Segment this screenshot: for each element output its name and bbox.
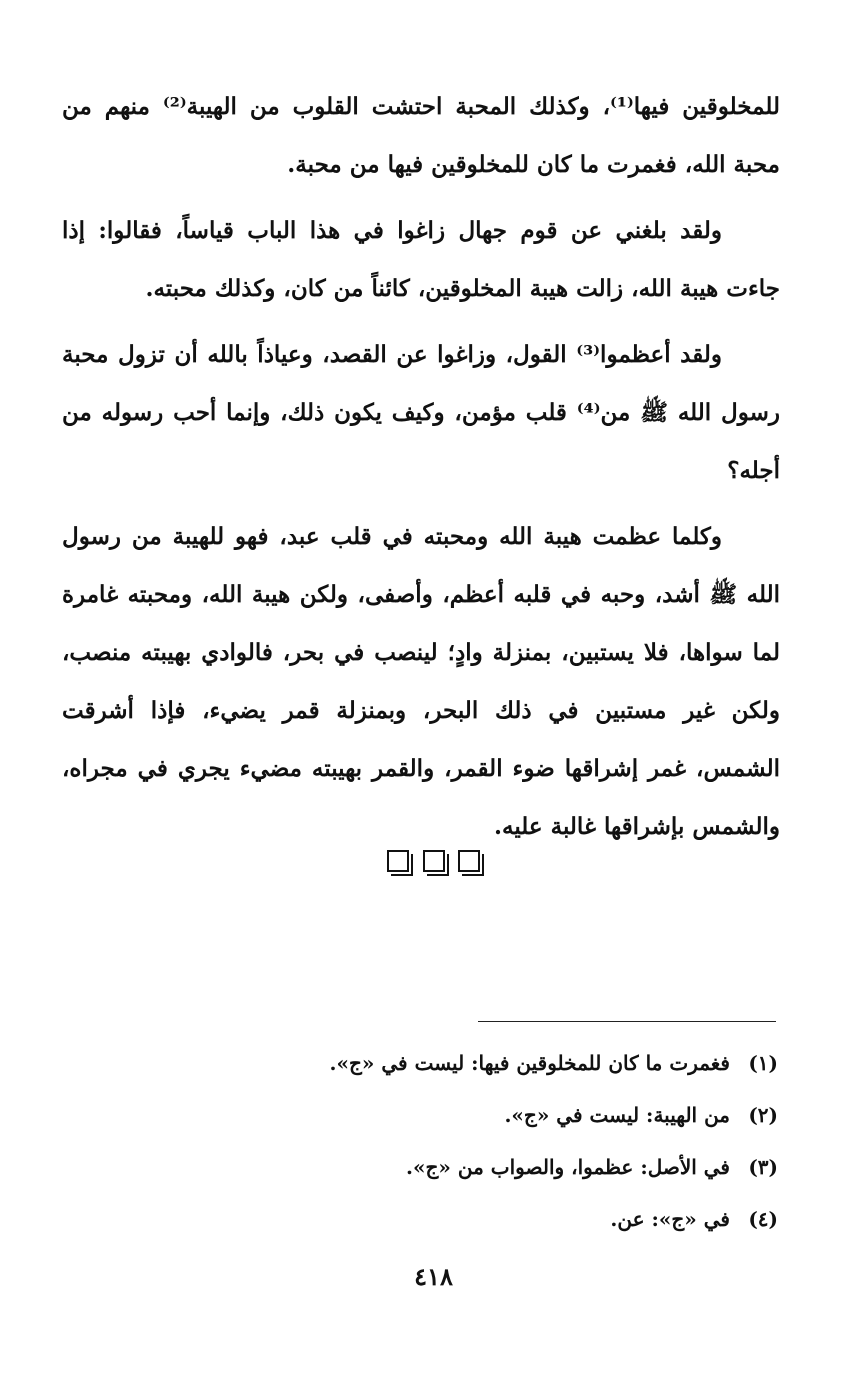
footnote-number: (٤) — [748, 1207, 778, 1231]
footnote-divider — [478, 1021, 776, 1022]
main-text — [62, 78, 780, 856]
section-separator-ornament — [0, 850, 867, 876]
ornament-box-icon — [387, 850, 409, 872]
footnote-number: (٣) — [748, 1155, 778, 1179]
footnote-4 — [300, 1193, 778, 1245]
footnote-text: في «ج»: عن. — [610, 1207, 730, 1231]
footnote-text: من الهيبة: ليست في «ج». — [504, 1103, 730, 1127]
paragraph-2: ولقد بلغني عن قوم جهال زاغوا في هذا الباب قياساً، فقالوا: إذا جاءت هيبة الله، زالت هيبة المخلوقين، كائناً من كان، وكذلك محبته. — [62, 217, 780, 302]
footnote-text: فغمرت ما كان للمخلوقين فيها: ليست في «ج». — [329, 1051, 730, 1075]
footnote-number: (١) — [748, 1051, 778, 1075]
paragraph-3: ولقد أعظموا⁽³⁾ القول، وزاغوا عن القصد، وعياذاً بالله أن تزول محبة رسول الله ﷺ من⁽⁴⁾ قلب مؤمن، وكيف يكون ذلك، وإنما أحب رسوله من أجله؟ — [62, 341, 780, 484]
footnote-text: في الأصل: عظموا، والصواب من «ج». — [406, 1155, 730, 1179]
footnote-number: (٢) — [748, 1103, 778, 1127]
ornament-box-icon — [423, 850, 445, 872]
footnote-2 — [300, 1089, 778, 1141]
footnote-3 — [300, 1141, 778, 1193]
footnote-1 — [300, 1037, 778, 1089]
ornament-box-icon — [458, 850, 480, 872]
paragraph-1: للمخلوقين فيها⁽¹⁾، وكذلك المحبة احتشت القلوب من الهيبة⁽²⁾ منهم من محبة الله، فغمرت ما كان للمخلوقين فيها من محبة. — [62, 93, 780, 178]
paragraph-4: وكلما عظمت هيبة الله ومحبته في قلب عبد، فهو للهيبة من رسول الله ﷺ أشد، وحبه في قلبه أعظم، وأصفى، ولكن هيبة الله، ومحبته غامرة لما سواها، فلا يستبين، بمنزلة وادٍ؛ لينصب في بحر، فالوادي بهيبته منصب، ولكن غير مستبين في ذلك البحر، وبمنزلة قمر يضيء، فإذا أشرقت الشمس، غمر إشراقها ضوء القمر، والقمر بهيبته مضيء يجري في مجراه، والشمس بإشراقها غالبة عليه. — [62, 523, 780, 840]
page-number: ٤١٨ — [414, 1262, 453, 1291]
footnotes — [300, 1037, 778, 1245]
